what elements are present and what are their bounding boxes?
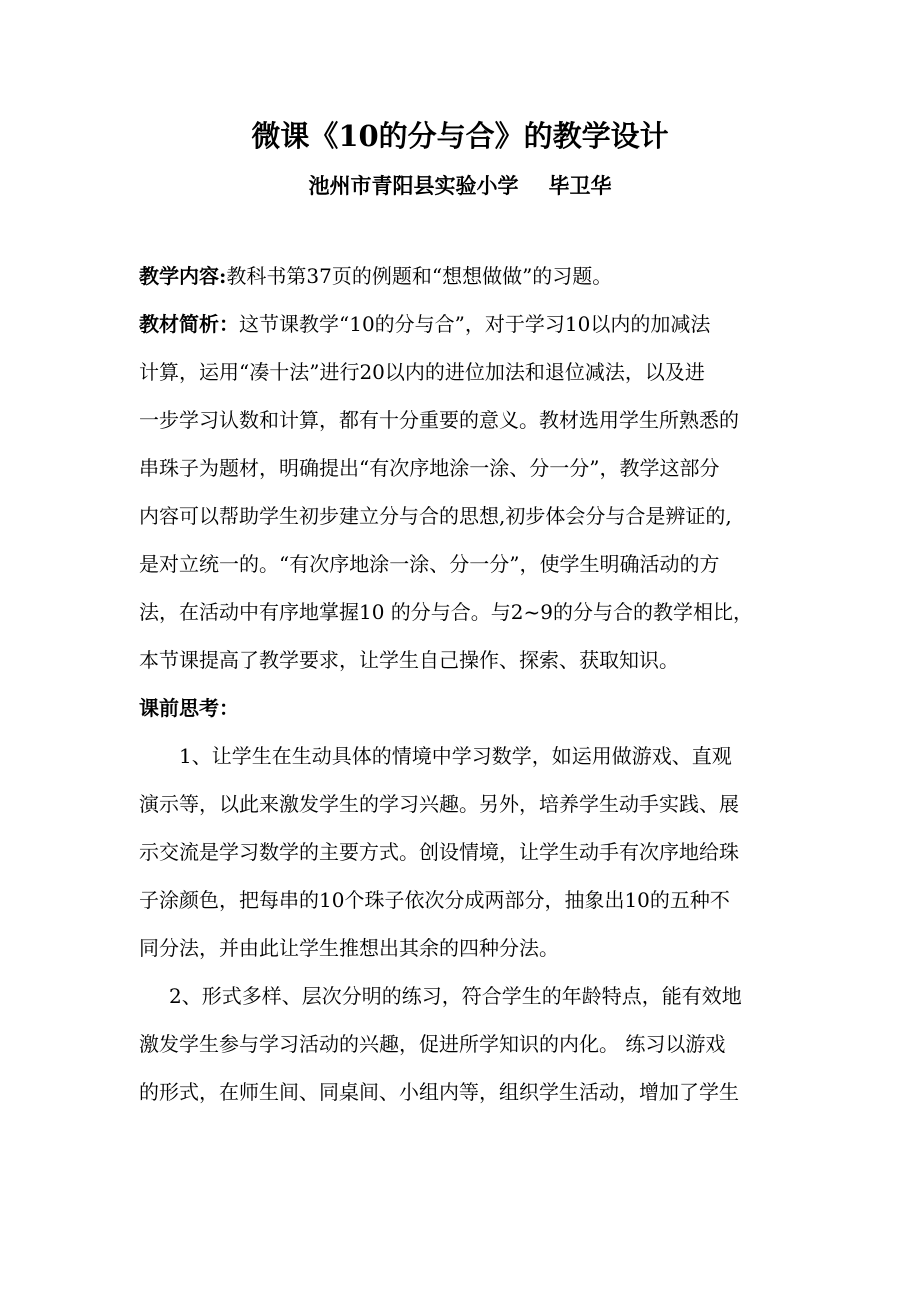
reflection-line: 示交流是学习数学的主要方式。创设情境，让学生动手有次序地给珠 [139, 840, 739, 864]
reflection-item-1 [139, 732, 784, 972]
teaching-content-label: 教学内容: [139, 264, 227, 288]
reflection-line: 1、让学生在生动具体的情境中学习数学，如运用做游戏、直观 [179, 744, 732, 768]
reflection-line: 子涂颜色，把每串的10个珠子依次分成两部分，抽象出10的五种不 [139, 888, 730, 912]
reflection-line: 演示等，以此来激发学生的学习兴趣。另外，培养学生动手实践、展 [139, 792, 739, 816]
analysis-line: 法，在活动中有序地掌握10 的分与合。与2~9的分与合的教学相比， [139, 600, 754, 624]
byline [0, 168, 920, 204]
document-body [139, 252, 784, 1116]
reflection-line: 激发学生参与学习活动的兴趣，促进所学知识的内化。 练习以游戏 [139, 1032, 726, 1056]
reflection-line: 2、形式多样、层次分明的练习，符合学生的年龄特点，能有效地 [169, 984, 742, 1008]
analysis-line: 计算，运用“凑十法”进行20以内的进位加法和退位减法，以及进 [139, 360, 705, 384]
analysis-line: 串珠子为题材，明确提出“有次序地涂一涂、分一分”，教学这部分 [139, 456, 720, 480]
analysis-line: 是对立统一的。“有次序地涂一涂、分一分”，使学生明确活动的方 [139, 552, 720, 576]
analysis-line [139, 300, 784, 348]
reflection-item-2 [139, 972, 784, 1116]
reflection-line: 同分法，并由此让学生推想出其余的四种分法。 [139, 936, 559, 960]
analysis-line: 内容可以帮助学生初步建立分与合的思想,初步体会分与合是辨证的, [139, 504, 732, 528]
school-name: 池州市青阳县实验小学 [308, 173, 519, 198]
pre-class-reflection-heading [139, 684, 784, 732]
textbook-analysis-label: 教材简析： [139, 312, 239, 336]
teaching-content-paragraph [139, 252, 784, 300]
teaching-content-text: 教科书第37页的例题和“想想做做”的习题。 [226, 264, 613, 288]
analysis-line: 本节课提高了教学要求，让学生自己操作、探索、获取知识。 [139, 648, 679, 672]
author-name: 毕卫华 [548, 173, 612, 198]
analysis-line: 一步学习认数和计算，都有十分重要的意义。教材选用学生所熟悉的 [139, 408, 739, 432]
reflection-line: 的形式，在师生间、同桌间、小组内等，组织学生活动，增加了学生 [139, 1080, 739, 1104]
document-title: 微课《10的分与合》的教学设计 [251, 119, 669, 153]
pre-class-reflection-label: 课前思考： [139, 696, 239, 720]
analysis-line-text: 这节课教学“10的分与合”，对于学习10以内的加减法 [239, 312, 711, 336]
textbook-analysis-paragraph [139, 300, 784, 684]
